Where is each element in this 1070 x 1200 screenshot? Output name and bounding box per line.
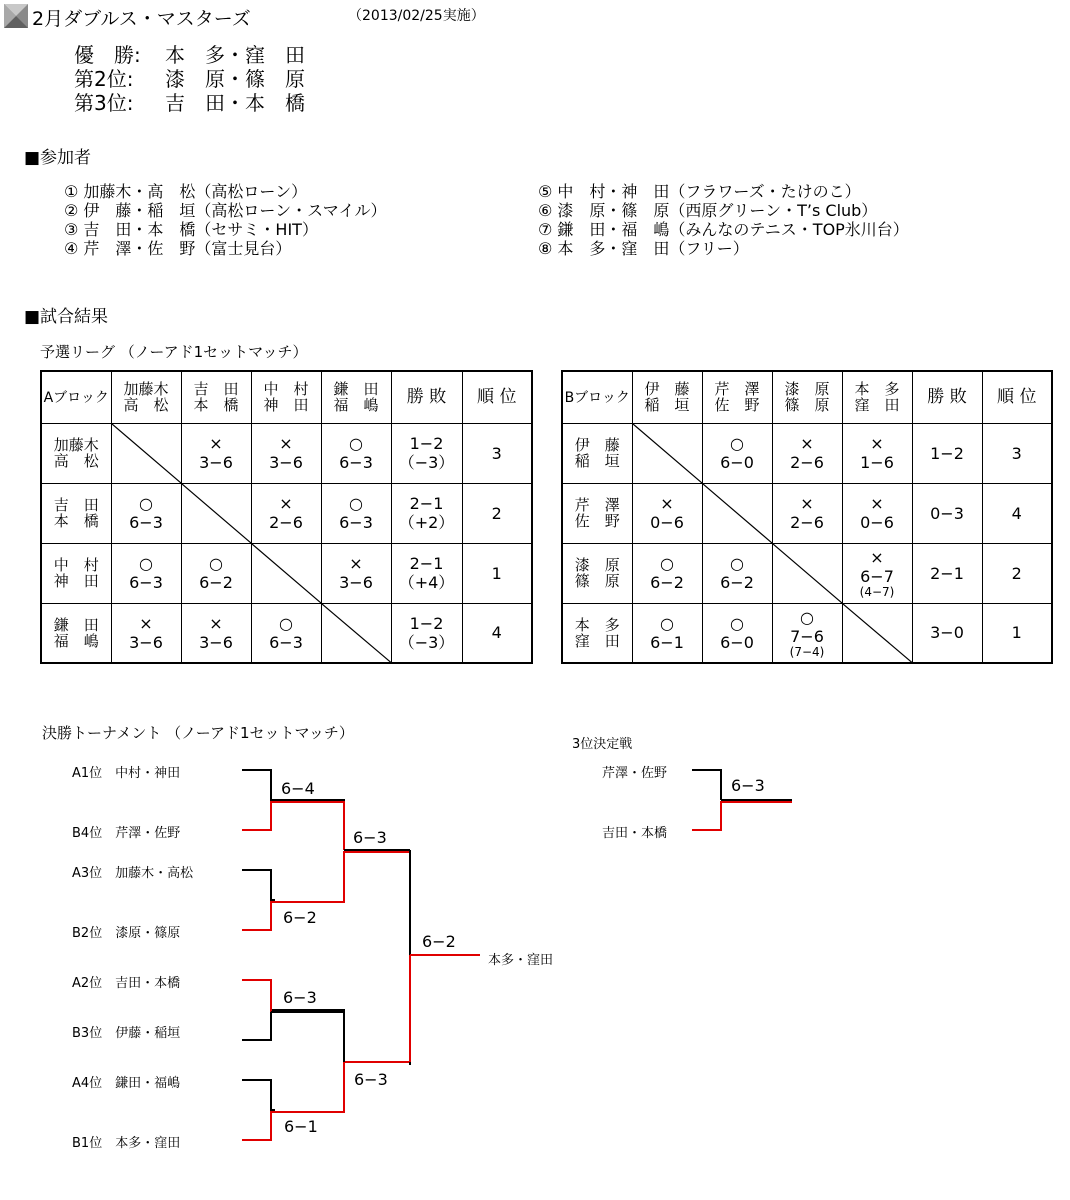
tiebreak-score: (7−4) (789, 644, 825, 659)
team-name-line: 本 多 (854, 380, 900, 399)
team-name-line: 芹 澤 (574, 496, 620, 514)
block-b-wl-header: 勝 敗 (912, 371, 982, 423)
participant-2: ② 伊 藤・稲 垣（高松ローン・スマイル） (64, 201, 387, 220)
team-name-line: 篠 原 (784, 396, 830, 415)
loss-mark: × (660, 494, 674, 513)
participant-3: ③ 吉 田・本 橋（セサミ・HIT） (64, 220, 318, 239)
team-name-line: 中 村 (263, 380, 309, 399)
team-name-line: 本 多 (574, 615, 620, 634)
match-score: 3−6 (199, 632, 233, 652)
rank-cell: 2 (982, 543, 1052, 603)
rank-cell: 4 (462, 603, 532, 663)
rank-cell: 2 (462, 483, 532, 543)
bracket-entry-2: B4位 芹澤・佐野 (72, 826, 181, 841)
team-name-line: 高 松 (123, 396, 169, 415)
participant-7: ⑦ 鎌 田・福 嶋（みんなのテニス・TOP氷川台） (538, 220, 909, 239)
third-place-heading: 3位決定戦 (572, 737, 633, 752)
bracket-entry-7: A4位 鎌田・福嶋 (72, 1076, 181, 1091)
rank-cell: 1 (462, 543, 532, 603)
team-name-line: 加藤木 (123, 380, 169, 399)
team-name-line: 佐 野 (714, 396, 760, 415)
r1-score-4: 6−1 (284, 1117, 318, 1136)
participant-8: ⑧ 本 多・窪 田（フリー） (538, 239, 749, 258)
loss-mark: × (209, 613, 223, 633)
rank-cell: 3 (982, 423, 1052, 483)
participant-6: ⑥ 漆 原・篠 原（西原グリーン・T’s Club） (538, 201, 878, 220)
game-diff: （−3） (398, 632, 455, 652)
win-mark: ○ (209, 554, 223, 573)
match-score: 2−6 (790, 513, 824, 532)
participant-5: ⑤ 中 村・神 田（フラワーズ・たけのこ） (538, 182, 861, 201)
loss-mark: × (279, 434, 293, 453)
team-name-line: 稲 垣 (644, 396, 690, 415)
match-score: 3−6 (129, 632, 163, 652)
match-score: 6−3 (269, 632, 303, 652)
win-mark: ○ (660, 613, 674, 633)
win-mark: ○ (349, 494, 363, 513)
bracket-entry-5: A2位 吉田・本橋 (72, 976, 181, 991)
third-entry-1: 芹澤・佐野 (602, 766, 668, 781)
win-mark: ○ (279, 613, 293, 633)
match-score: 6−3 (129, 573, 163, 592)
win-loss: 2−1 (409, 554, 444, 573)
team-name-line: 窪 田 (574, 631, 620, 650)
event-date: （2013/02/25実施） (348, 8, 485, 24)
team-name-line: 神 田 (263, 396, 309, 415)
sf-score-1: 6−3 (353, 828, 387, 847)
match-score: 2−6 (790, 453, 824, 472)
win-loss: 3−0 (930, 623, 964, 643)
game-diff: （+4） (398, 573, 455, 592)
third-label: 第3位: (74, 91, 134, 115)
loss-mark: × (870, 548, 884, 567)
champion-name: 本多・窪田 (488, 953, 554, 968)
block-b-label: Bブロック (562, 371, 632, 423)
win-loss: 1−2 (409, 613, 444, 633)
winner-name: 本 多・窪 田 (165, 43, 305, 67)
rank-cell: 3 (462, 423, 532, 483)
team-name-line: 福 嶋 (333, 396, 379, 415)
bracket-entry-6: B3位 伊藤・稲垣 (72, 1026, 181, 1041)
loss-mark: × (870, 494, 884, 513)
third-entry-2: 吉田・本橋 (602, 826, 668, 841)
win-loss: 1−2 (409, 434, 444, 453)
match-score: 0−6 (650, 513, 684, 532)
match-score: 6−7 (860, 567, 894, 586)
win-mark: ○ (730, 554, 744, 573)
team-name-line: 芹 澤 (714, 380, 760, 399)
winner-label: 優 勝: (74, 43, 141, 67)
bracket-entry-1: A1位 中村・神田 (72, 766, 181, 781)
team-name-line: 本 橋 (53, 512, 99, 530)
match-score: 6−2 (199, 573, 233, 592)
win-loss: 1−2 (930, 443, 964, 463)
final-score: 6−2 (422, 932, 456, 951)
participant-1: ① 加藤木・高 松（高松ローン） (64, 182, 308, 201)
team-name-line: 本 橋 (193, 396, 239, 415)
team-name-line: 福 嶋 (53, 631, 99, 650)
loss-mark: × (870, 434, 884, 453)
r1-score-2: 6−2 (283, 908, 317, 927)
final-heading: 決勝トーナメント （ノーアド1セットマッチ） (42, 724, 354, 742)
match-score: 3−6 (269, 453, 303, 472)
match-score: 6−2 (650, 573, 684, 592)
game-diff: （+2） (398, 513, 455, 532)
match-score: 2−6 (269, 513, 303, 532)
participant-4: ④ 芹 澤・佐 野（富士見台） (64, 239, 292, 258)
sf-score-2: 6−3 (354, 1070, 388, 1089)
win-mark: ○ (349, 434, 363, 453)
match-score: 0−6 (860, 513, 894, 532)
team-name-line: 稲 垣 (574, 452, 620, 470)
win-mark: ○ (730, 434, 744, 453)
third-place-score: 6−3 (731, 776, 765, 795)
match-score: 3−6 (339, 573, 373, 592)
loss-mark: × (209, 434, 223, 453)
win-loss: 2−1 (930, 563, 964, 583)
match-score: 6−0 (720, 453, 754, 472)
team-name-line: 漆 原 (574, 556, 620, 574)
team-name-line: 窪 田 (854, 396, 900, 415)
block-a-rank-header: 順 位 (462, 371, 532, 423)
win-loss: 0−3 (930, 503, 964, 523)
team-name-line: 鎌 田 (53, 615, 99, 634)
second-name: 漆 原・篠 原 (165, 67, 305, 91)
loss-mark: × (800, 434, 814, 453)
game-diff: （−3） (398, 453, 455, 472)
team-name-line: 中 村 (53, 556, 99, 574)
rank-cell: 4 (982, 483, 1052, 543)
win-mark: ○ (139, 554, 153, 573)
team-name-line: 佐 野 (574, 512, 620, 530)
block-a-wl-header: 勝 敗 (391, 371, 462, 423)
match-score: 6−3 (129, 513, 163, 532)
loss-mark: × (279, 494, 293, 513)
page-title: 2月ダブルス・マスターズ (32, 8, 251, 30)
block-b-rank-header: 順 位 (982, 371, 1052, 423)
rank-cell: 1 (982, 603, 1052, 663)
win-mark: ○ (800, 607, 814, 627)
team-name-line: 漆 原 (784, 380, 830, 399)
win-mark: ○ (660, 554, 674, 573)
team-name-line: 加藤木 (53, 436, 99, 454)
team-name-line: 鎌 田 (333, 380, 379, 399)
team-name-line: 吉 田 (53, 496, 99, 514)
match-score: 6−0 (720, 632, 754, 652)
loss-mark: × (800, 494, 814, 513)
bracket-entry-3: A3位 加藤木・高松 (72, 866, 194, 881)
win-mark: ○ (139, 494, 153, 513)
prelim-heading: 予選リーグ （ノーアド1セットマッチ） (40, 343, 308, 361)
win-loss: 2−1 (409, 494, 444, 513)
team-name-line: 神 田 (53, 572, 99, 590)
match-score: 6−1 (650, 632, 684, 652)
team-name-line: 伊 藤 (574, 436, 620, 454)
match-score: 6−3 (339, 513, 373, 532)
team-name-line: 吉 田 (193, 380, 239, 399)
loss-mark: × (349, 554, 363, 573)
loss-mark: × (139, 613, 153, 633)
team-name-line: 高 松 (53, 452, 99, 470)
bracket-entry-8: B1位 本多・窪田 (72, 1136, 181, 1151)
block-a-label: Aブロック (41, 371, 111, 423)
match-score: 6−3 (339, 453, 373, 472)
bracket-entry-4: B2位 漆原・篠原 (72, 926, 181, 941)
match-score: 6−2 (720, 573, 754, 592)
match-score: 1−6 (860, 453, 894, 472)
matches-heading: ■試合結果 (24, 307, 109, 327)
participants-heading: ■参加者 (24, 148, 92, 168)
r1-score-3: 6−3 (283, 988, 317, 1007)
win-mark: ○ (730, 613, 744, 633)
r1-score-1: 6−4 (281, 779, 315, 798)
third-name: 吉 田・本 橋 (165, 91, 305, 115)
match-score: 7−6 (790, 626, 824, 646)
match-score: 3−6 (199, 453, 233, 472)
team-name-line: 伊 藤 (644, 380, 690, 399)
tiebreak-score: (4−7) (859, 585, 895, 599)
second-label: 第2位: (74, 67, 134, 91)
team-name-line: 篠 原 (574, 572, 620, 590)
